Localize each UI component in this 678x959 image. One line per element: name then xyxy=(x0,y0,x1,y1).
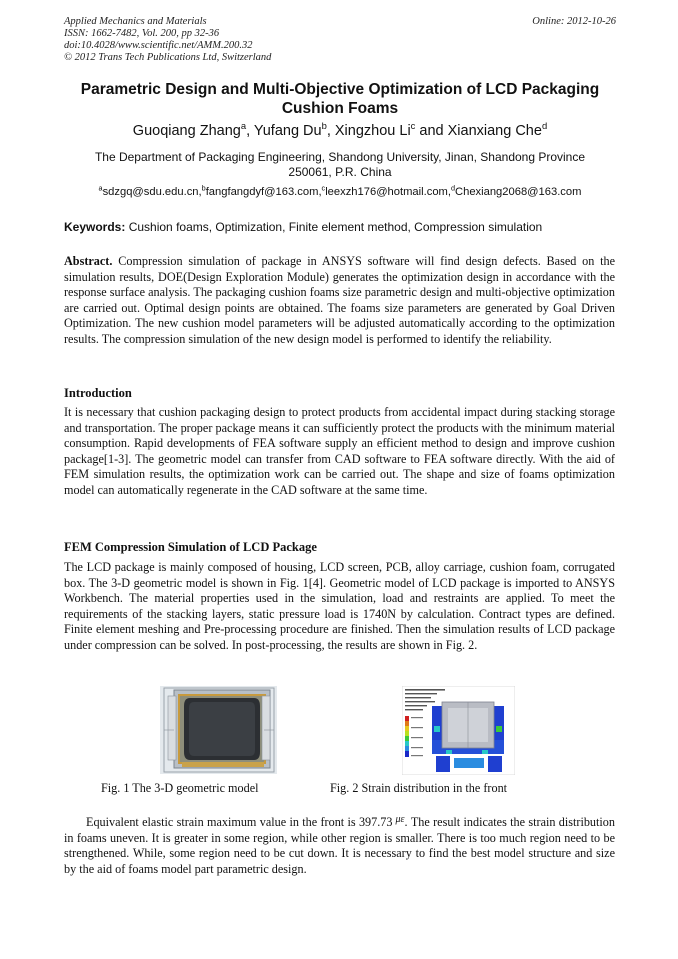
author-name: Guoqiang Zhang xyxy=(132,123,241,139)
strain-unit: με xyxy=(395,814,405,825)
author-name: Yufang Du xyxy=(253,123,322,139)
keywords-text: Cushion foams, Optimization, Finite element method, Compression simulation xyxy=(128,220,543,234)
closing-part1: Equivalent elastic strain maximum value in the front is 397.73 xyxy=(86,815,393,829)
author-sup: a xyxy=(240,120,247,132)
email-link[interactable]: fangfangdyf@163.com xyxy=(205,186,319,198)
affiliation: The Department of Packaging Engineering, Shandong University, Jinan, Shandong Province 250061, P.R. China xyxy=(94,150,586,179)
geometric-model-render xyxy=(160,686,277,774)
intro-text: It is necessary that cushion packaging design to protect products from accidental impact during stacking storage and transportation. The proper package means it can sufficiently protect the products with the minimum material consumption. Rapid developments of FEA software supply an efficient method to design and improve cushion package[1-3]. The geometric model can transfer from CAD software to FEA software directly. With the aid of FEM simulation results, the optimization work can be carried out. The shape and size of foams optimization model can automatically regenerate in the CAD software at the same time. xyxy=(64,405,615,497)
fem-text: The LCD package is mainly composed of housing, LCD screen, PCB, alloy carriage, cushion foam, corrugated box. The 3-D geometric model is shown in Fig. 1[4]. Geometric model of LCD package is imported to ANSYS Workbench. The material properties used in the simulation, load and restraints are applied. To meet the requirements of the stacking layers, static pressure load is 1740N by calculation. Contract types are defined. Finite element meshing and Pre-processing procedure are finished. Then the simulation results of LCD package under compression can be solved. In post-processing, the results are shown in Fig. 2. xyxy=(64,560,615,652)
email-link[interactable]: sdzgq@sdu.edu.cn xyxy=(102,186,199,198)
paper-title: Parametric Design and Multi-Objective Optimization of LCD Packaging Cushion Foams xyxy=(80,81,600,117)
doi-line: doi:10.4028/www.scientific.net/AMM.200.32 xyxy=(64,40,253,51)
author-name: Xingzhou Li xyxy=(334,123,411,139)
author-sup: d xyxy=(541,120,548,132)
author-list: Guoqiang Zhang$^a$, Yufang Du$^b$, Xingzhou Li$^c$ and Xianxiang Che$^d$ xyxy=(132,120,548,139)
figure-1-caption: Fig. 1 The 3-D geometric model xyxy=(101,781,259,795)
email-link[interactable]: leexzh176@hotmail.com xyxy=(325,186,448,198)
figure-2-caption: Fig. 2 Strain distribution in the front xyxy=(330,781,508,795)
abstract-label: Abstract. xyxy=(64,254,113,268)
closing-text xyxy=(64,812,615,877)
email-link[interactable]: Chexiang2068@163.com xyxy=(455,186,582,198)
figure-1-image xyxy=(160,686,277,774)
figure-2-image xyxy=(402,686,515,775)
issn-line: ISSN: 1662-7482, Vol. 200, pp 32-36 xyxy=(64,28,220,39)
strain-distribution-render xyxy=(402,686,515,775)
closing-part2: . The result indicates the strain distribution in foams uneven. It is greater in some region, while other region is smaller. There is too much region need to be strengthened. While, some region need to be cut down. It is necessary to find the best model structure and size by the aid of foams model part parametric design. xyxy=(64,815,615,876)
keywords xyxy=(64,220,616,234)
author-sup: c xyxy=(410,120,416,132)
keywords-label: Keywords: xyxy=(64,220,126,234)
fem-heading: FEM Compression Simulation of LCD Package xyxy=(64,540,317,554)
copyright-line: © 2012 Trans Tech Publications Ltd, Switzerland xyxy=(64,52,272,63)
online-date: Online: 2012-10-26 xyxy=(532,16,616,27)
author-name: Xianxiang Che xyxy=(447,123,542,139)
intro-heading: Introduction xyxy=(64,386,132,400)
author-sup: b xyxy=(321,120,327,132)
abstract xyxy=(64,254,615,348)
journal-name: Applied Mechanics and Materials xyxy=(64,16,207,27)
email-list: $^a$sdzgq@sdu.edu.cn,$^b$fangfangdyf@163.com,$^c$leexzh176@hotmail.com,$^d$Chexiang2068@163.com xyxy=(98,183,582,198)
abstract-text: Compression simulation of package in ANSYS software will find design defects. Based on the simulation results, DOE(Design Exploration Module) generates the optimization design in accordance with the response surface analysis. The packaging cushion foams size parametric design and multi-objective optimization are carried out. Optimal design points are obtained. The foams size parameters are generated by Goal Driven Optimization. The new cushion model parameters will be adjusted automatically according to the optimization results. The compression simulation of the new design model is performed to identify the reliability. xyxy=(64,254,616,346)
